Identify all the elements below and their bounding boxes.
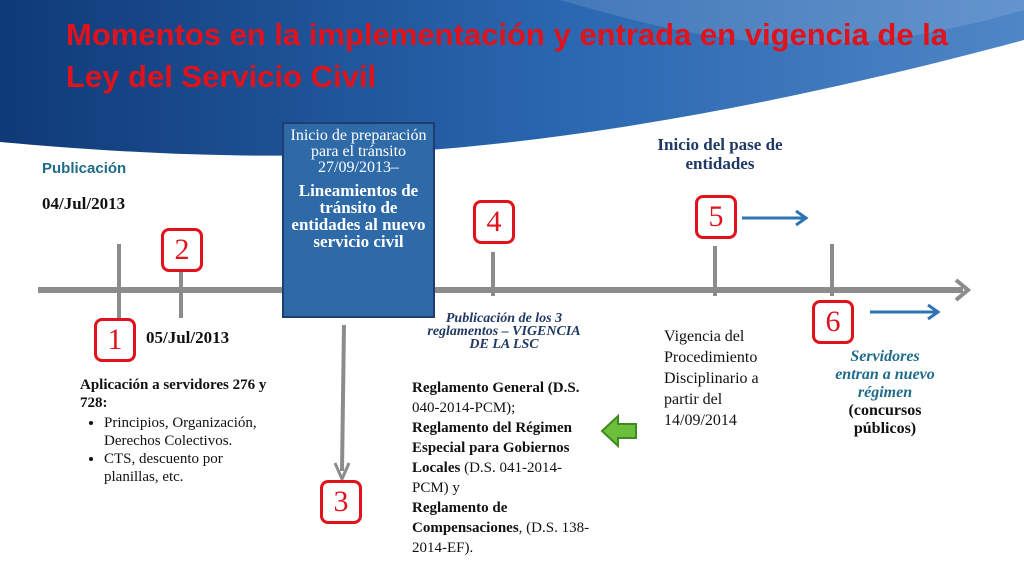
aplicacion-bullet-1: • Principios, Organización, Derechos Colectivos. — [104, 414, 280, 450]
reglamento-compensaciones: Reglamento de Compensaciones, (D.S. 138-2014-EF). — [412, 500, 590, 556]
transito-line2: Lineamientos de tránsito de entidades al nuevo servicio civil — [291, 181, 426, 251]
transito-box — [282, 122, 435, 318]
tick-2 — [179, 268, 183, 318]
blue-arrow-5 — [740, 208, 812, 228]
servidores-italic: Servidores entran a nuevo régimen — [835, 348, 935, 401]
marker-2: 2 — [161, 228, 203, 272]
timeline-arrowhead — [950, 277, 976, 303]
aplicacion-list — [80, 414, 280, 486]
servidores-bold: (concursos públicos) — [848, 402, 922, 437]
publicacion-label: Publicación — [42, 160, 127, 177]
marker-3: 3 — [320, 480, 362, 524]
marker-1: 1 — [94, 318, 136, 362]
page-title: Momentos en la implementación y entrada en vigencia de la Ley del Servicio Civil — [66, 17, 949, 94]
transito-line1: Inicio de preparación para el tránsito 27/09/2013– — [290, 127, 427, 176]
green-arrow-icon — [600, 413, 638, 449]
marker-4: 4 — [473, 200, 515, 244]
reglamentos-list — [412, 378, 598, 558]
pase-label: Inicio del pase de entidades — [657, 135, 783, 173]
blue-arrow-6 — [868, 302, 944, 322]
marker-6: 6 — [812, 300, 854, 344]
down-arrow — [332, 325, 356, 485]
marker-5: 5 — [695, 195, 737, 239]
aplicacion-block — [80, 376, 280, 486]
servidores-block — [832, 348, 938, 438]
tick-5 — [713, 246, 717, 296]
aplicacion-bullet-2: • CTS, descuento por planillas, etc. — [104, 450, 280, 486]
reglamentos-heading: Publicación de los 3 reglamentos – VIGENCIA DE LA LSC — [427, 311, 581, 352]
tick-4 — [491, 252, 495, 296]
tick-6 — [830, 244, 834, 296]
vigencia-label: Vigencia del Procedimiento Disciplinario a partir del 14/09/2014 — [664, 328, 759, 429]
second-date: 05/Jul/2013 — [146, 328, 230, 347]
reglamento-general: Reglamento General (D.S. 040-2014-PCM); — [412, 380, 580, 416]
publicacion-date: 04/Jul/2013 — [42, 194, 126, 213]
timeline-line — [38, 287, 963, 293]
aplicacion-heading: Aplicación a servidores 276 y 728: — [80, 377, 267, 411]
reglamento-gobiernos-locales: Reglamento del Régimen Especial para Gobiernos Locales (D.S. 041-2014-PCM) y — [412, 420, 572, 496]
